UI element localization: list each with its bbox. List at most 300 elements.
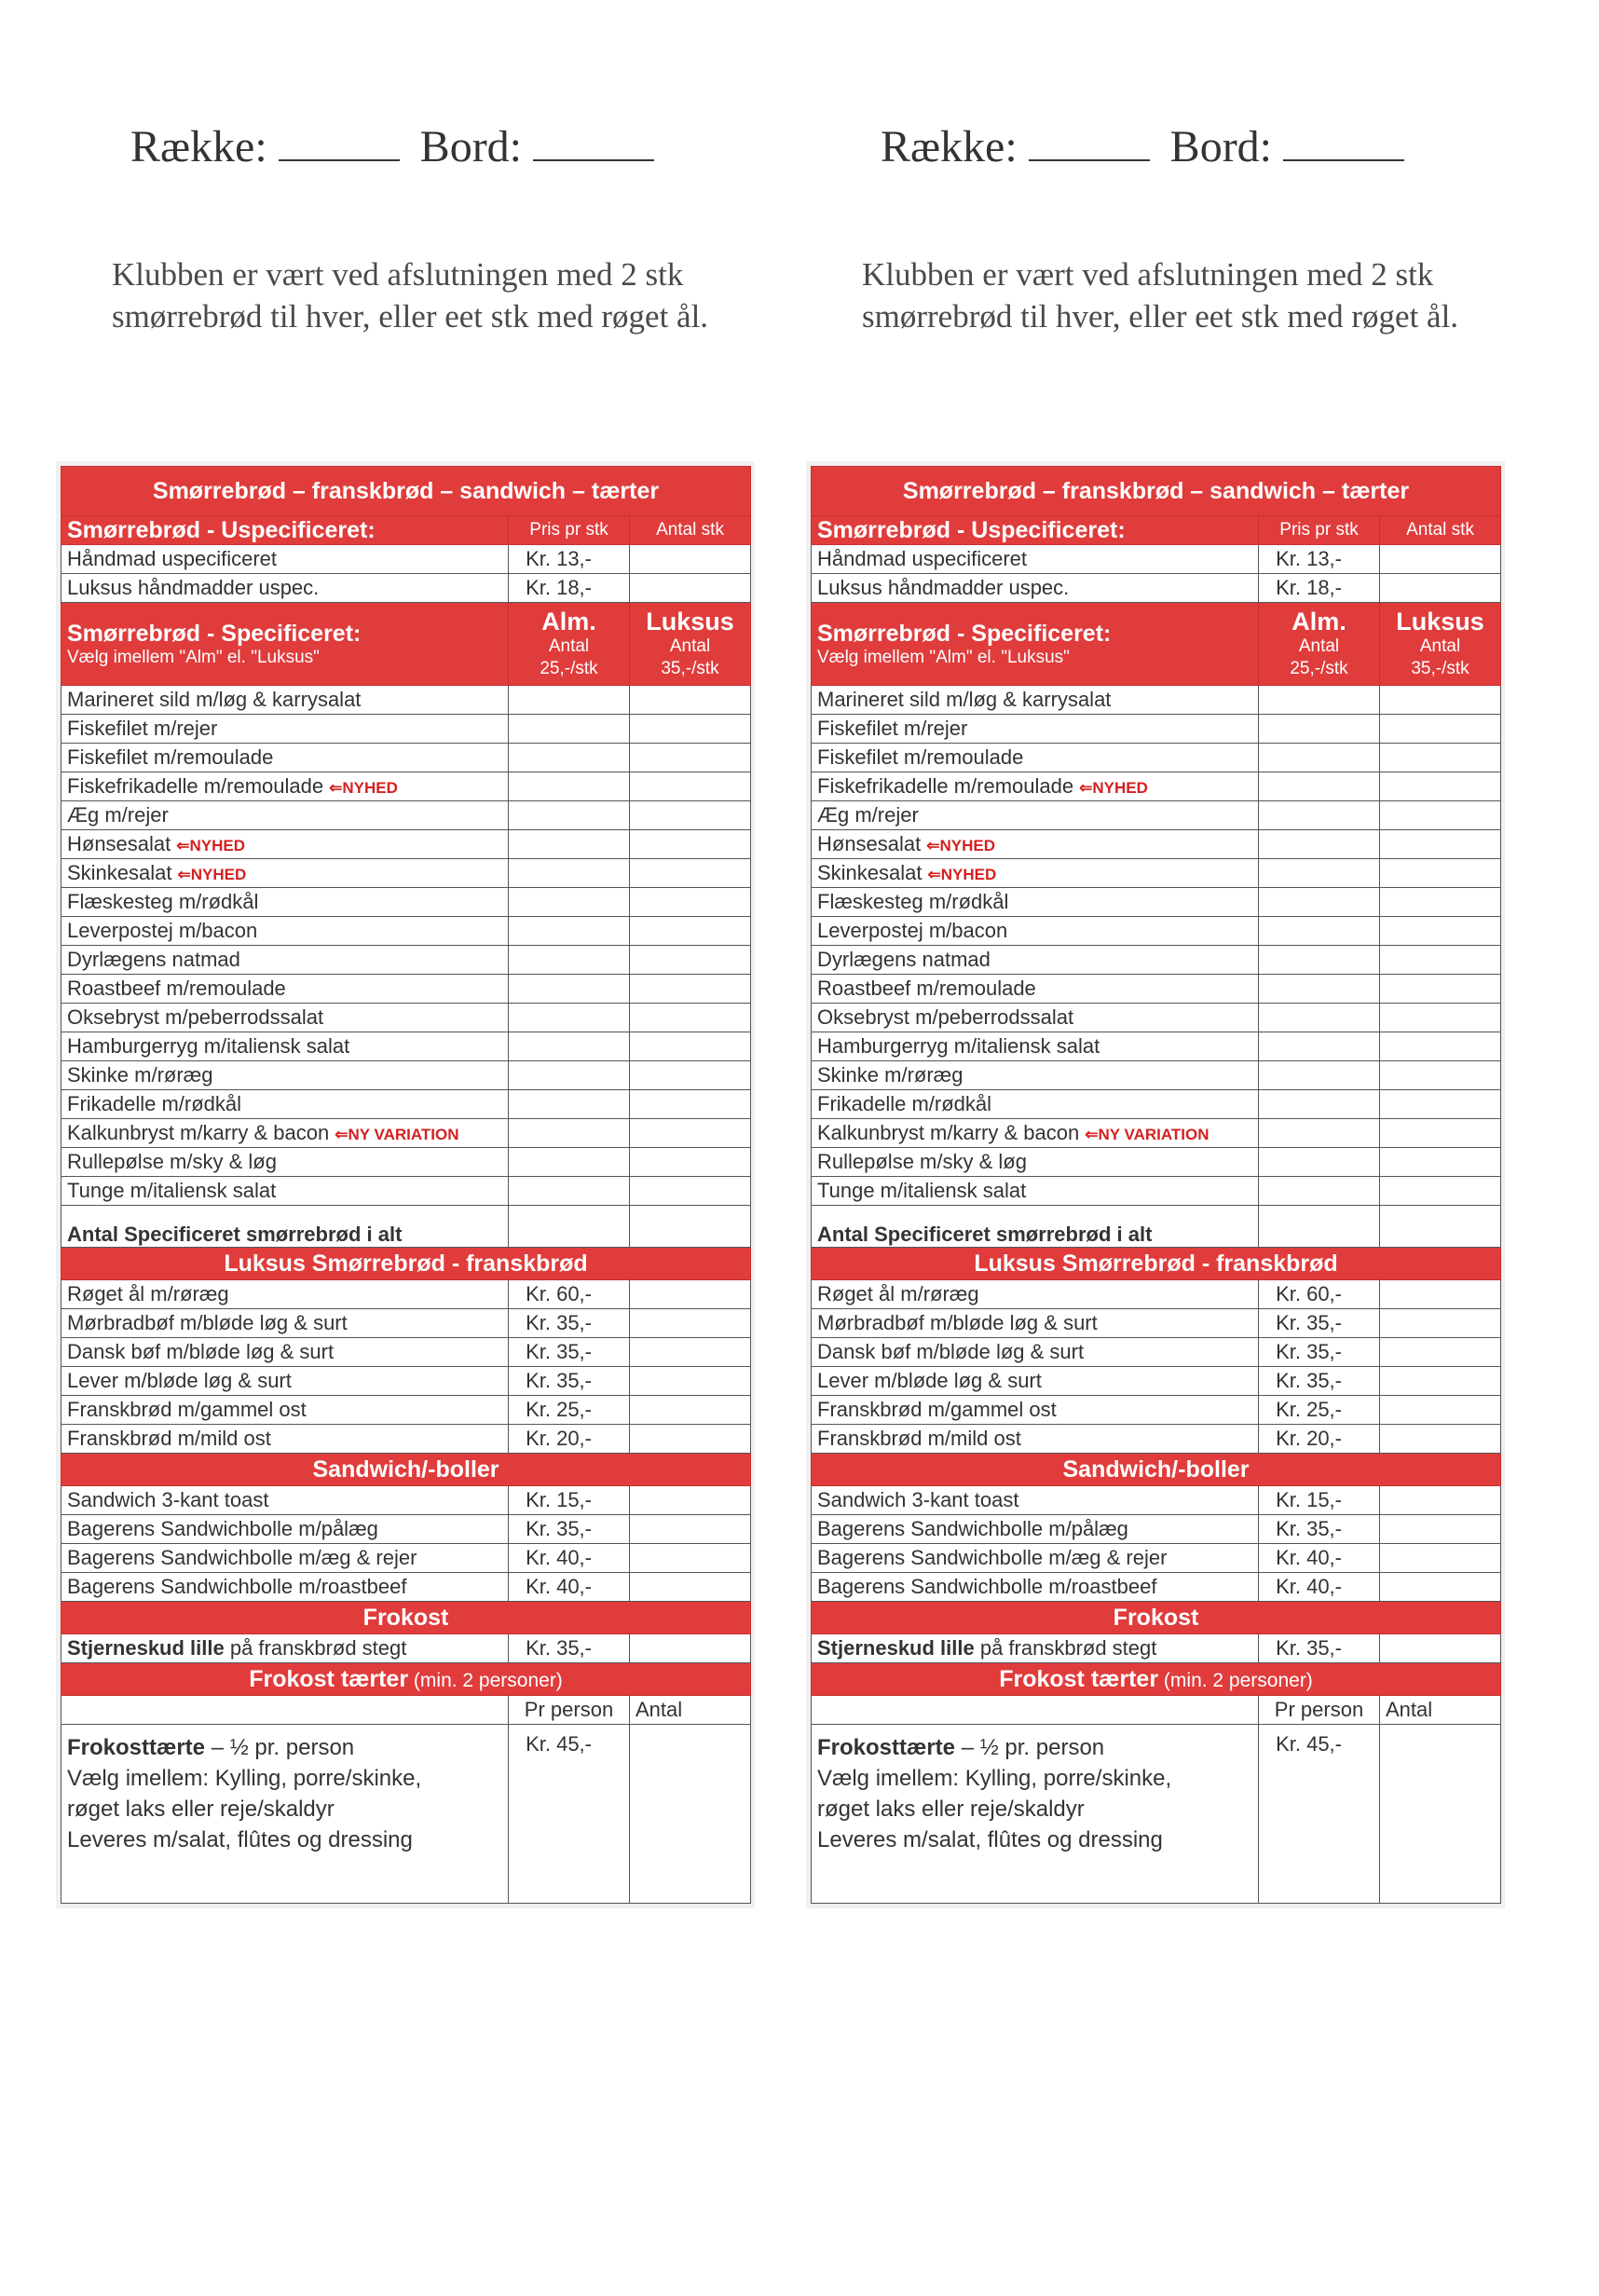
item-label: Oksebryst m/peberrodssalat	[817, 1005, 1074, 1029]
qty-input[interactable]	[630, 1725, 751, 1904]
qty-input[interactable]	[630, 1515, 751, 1544]
arrow-left-icon: ⇐	[177, 866, 191, 883]
col-qty-header: Antal stk	[630, 516, 751, 545]
alm-qty-input[interactable]	[1259, 1061, 1380, 1090]
table-blank-field[interactable]	[533, 131, 654, 161]
alm-qty-input[interactable]	[1259, 744, 1380, 772]
alm-qty-input[interactable]	[509, 1119, 630, 1148]
luksus-qty-input[interactable]	[630, 1004, 751, 1032]
total-row	[62, 1206, 751, 1248]
alm-qty-input[interactable]	[1259, 975, 1380, 1004]
item-label: Fiskefrikadelle m/remoulade	[67, 774, 324, 798]
item-name	[62, 772, 509, 801]
luksus-qty-input[interactable]	[630, 830, 751, 859]
table-row	[62, 830, 751, 859]
item-label: Rullepølse m/sky & løg	[67, 1150, 277, 1173]
alm-qty-input[interactable]	[509, 1061, 630, 1090]
item-name	[812, 744, 1259, 772]
luksus-qty-input[interactable]	[630, 975, 751, 1004]
table-blank-field[interactable]	[1283, 131, 1404, 161]
row-label: Række:	[130, 122, 267, 171]
taerter-blank	[812, 1696, 1259, 1725]
luksus-qty-input[interactable]	[630, 917, 751, 946]
item-label: Skinkesalat	[817, 861, 922, 884]
item-name	[62, 1177, 509, 1206]
alm-qty-input[interactable]	[1259, 1004, 1380, 1032]
item-label: Hamburgerryg m/italiensk salat	[67, 1034, 350, 1058]
alm-qty-input[interactable]	[509, 975, 630, 1004]
uspec-title: Smørrebrød - Uspecificeret:	[62, 516, 509, 545]
alm-qty-input[interactable]	[1259, 772, 1380, 801]
taerter-section-bar	[812, 1663, 1501, 1696]
item-label: Fiskefilet m/rejer	[817, 717, 968, 740]
luksus-qty-input[interactable]	[630, 1032, 751, 1061]
item-name	[812, 859, 1259, 888]
item-price: Kr. 20,-	[1259, 1425, 1380, 1454]
alm-qty-input[interactable]	[509, 830, 630, 859]
spec-total-label: Antal Specificeret smørrebrød i alt	[62, 1206, 509, 1248]
luksus-qty-input[interactable]	[1380, 772, 1501, 801]
luksus-qty-input[interactable]	[1380, 830, 1501, 859]
alm-qty-input[interactable]	[509, 686, 630, 715]
taerter-blank	[62, 1696, 509, 1725]
qty-input[interactable]	[1380, 574, 1501, 603]
table-row	[62, 1148, 751, 1177]
luksus-qty-input[interactable]	[630, 1061, 751, 1090]
row-label: Række:	[881, 122, 1018, 171]
menu-card	[56, 461, 755, 1908]
item-name: Franskbrød m/mild ost	[812, 1425, 1259, 1454]
item-name: Franskbrød m/gammel ost	[62, 1396, 509, 1425]
luksus-section-bar-title: Luksus Smørrebrød - franskbrød	[62, 1248, 751, 1280]
luksus-qty-input[interactable]	[1380, 801, 1501, 830]
table-row	[812, 1309, 1501, 1338]
qty-input[interactable]	[630, 1634, 751, 1663]
qty-input[interactable]	[1380, 1573, 1501, 1602]
alm-qty-input[interactable]	[1259, 917, 1380, 946]
item-name: Sandwich 3-kant toast	[62, 1486, 509, 1515]
item-name	[62, 859, 509, 888]
alm-qty-input[interactable]	[509, 859, 630, 888]
alm-qty-input[interactable]	[509, 946, 630, 975]
alm-qty-input[interactable]	[509, 744, 630, 772]
table-row	[812, 1061, 1501, 1090]
luksus-section-bar-title: Luksus Smørrebrød - franskbrød	[812, 1248, 1501, 1280]
luksus-qty-input[interactable]	[630, 859, 751, 888]
col-qty-header: Antal stk	[1380, 516, 1501, 545]
qty-input[interactable]	[1380, 1280, 1501, 1309]
item-name	[62, 1148, 509, 1177]
spec-total-input[interactable]	[1259, 1206, 1380, 1248]
taerter-section-bar-title: Frokost tærter (min. 2 personer)	[62, 1663, 751, 1696]
table-row	[62, 1515, 751, 1544]
table-row	[62, 801, 751, 830]
uspec-header-row	[62, 516, 751, 545]
menu-table	[811, 466, 1501, 1904]
item-name	[62, 975, 509, 1004]
item-label: Oksebryst m/peberrodssalat	[67, 1005, 324, 1029]
taerter-header-row	[812, 1696, 1501, 1725]
item-price: Kr. 35,-	[1259, 1338, 1380, 1367]
item-label: Dyrlægens natmad	[67, 948, 240, 971]
total-row	[812, 1206, 1501, 1248]
luksus-section-bar	[62, 1248, 751, 1280]
table-row	[812, 574, 1501, 603]
qty-input[interactable]	[1380, 1634, 1501, 1663]
table-row	[812, 1177, 1501, 1206]
new-badge: ⇐NYHED	[1079, 779, 1148, 797]
item-name: Bagerens Sandwichbolle m/æg & rejer	[62, 1544, 509, 1573]
menu-title: Smørrebrød – franskbrød – sandwich – tærter	[812, 467, 1501, 516]
arrow-left-icon: ⇐	[176, 837, 190, 854]
item-label: Dyrlægens natmad	[817, 948, 991, 971]
table-row	[62, 1634, 751, 1663]
item-label: Leverpostej m/bacon	[67, 919, 258, 942]
spec-header-row	[62, 603, 751, 686]
alm-qty-input[interactable]	[1259, 715, 1380, 744]
luksus-qty-input[interactable]	[630, 1148, 751, 1177]
table-row	[62, 1032, 751, 1061]
alm-qty-input[interactable]	[509, 1090, 630, 1119]
col-price-header: Pr person	[1259, 1696, 1380, 1725]
luksus-header: Luksus Antal 35,-/stk	[1380, 603, 1501, 686]
table-row	[62, 1396, 751, 1425]
item-price: Kr. 25,-	[1259, 1396, 1380, 1425]
table-row	[62, 1725, 751, 1904]
row-table-line	[881, 121, 1414, 172]
frokost-section-bar	[62, 1602, 751, 1634]
alm-qty-input[interactable]	[1259, 686, 1380, 715]
table-row	[812, 801, 1501, 830]
qty-input[interactable]	[1380, 1486, 1501, 1515]
arrow-left-icon: ⇐	[927, 866, 941, 883]
table-row	[812, 1338, 1501, 1367]
spec-total-input[interactable]	[509, 1206, 630, 1248]
row-blank-field[interactable]	[279, 131, 400, 161]
table-row	[812, 917, 1501, 946]
table-row	[62, 1309, 751, 1338]
item-name: Håndmad uspecificeret	[62, 545, 509, 574]
luksus-qty-input[interactable]	[630, 1090, 751, 1119]
table-row	[62, 1338, 751, 1367]
item-name	[62, 801, 509, 830]
qty-input[interactable]	[630, 1309, 751, 1338]
table-row	[62, 1573, 751, 1602]
item-price: Kr. 40,-	[509, 1573, 630, 1602]
spec-total-empty	[630, 1206, 751, 1248]
table-row	[812, 1396, 1501, 1425]
item-price: Kr. 40,-	[1259, 1573, 1380, 1602]
alm-qty-input[interactable]	[509, 772, 630, 801]
spec-title: Smørrebrød - Specificeret: Vælg imellem "Alm" el. "Luksus"	[812, 603, 1259, 686]
col-price-header: Pr person	[509, 1696, 630, 1725]
alm-qty-input[interactable]	[509, 888, 630, 917]
item-name: Bagerens Sandwichbolle m/pålæg	[62, 1515, 509, 1544]
item-name: Røget ål m/røræg	[62, 1280, 509, 1309]
row-table-line	[130, 121, 663, 172]
luksus-qty-input[interactable]	[1380, 946, 1501, 975]
table-row	[812, 1634, 1501, 1663]
item-price: Kr. 35,-	[1259, 1515, 1380, 1544]
intro-text: Klubben er vært ved afslutningen med 2 stk smørrebrød til hver, eller eet stk med røget ål.	[112, 256, 709, 335]
luksus-qty-input[interactable]	[630, 801, 751, 830]
item-name	[62, 715, 509, 744]
alm-qty-input[interactable]	[509, 1148, 630, 1177]
menu-title-row	[62, 467, 751, 516]
table-label: Bord:	[1169, 122, 1273, 171]
alm-qty-input[interactable]	[1259, 1148, 1380, 1177]
alm-qty-input[interactable]	[1259, 801, 1380, 830]
luksus-qty-input[interactable]	[630, 1119, 751, 1148]
luksus-qty-input[interactable]	[1380, 686, 1501, 715]
item-price: Kr. 35,-	[1259, 1367, 1380, 1396]
luksus-qty-input[interactable]	[1380, 1148, 1501, 1177]
alm-qty-input[interactable]	[1259, 859, 1380, 888]
item-name	[62, 946, 509, 975]
item-price: Kr. 60,-	[509, 1280, 630, 1309]
item-name: Mørbradbøf m/bløde løg & surt	[62, 1309, 509, 1338]
luksus-qty-input[interactable]	[630, 715, 751, 744]
spec-title: Smørrebrød - Specificeret: Vælg imellem "Alm" el. "Luksus"	[62, 603, 509, 686]
table-row	[812, 859, 1501, 888]
qty-input[interactable]	[630, 1396, 751, 1425]
item-name: Sandwich 3-kant toast	[812, 1486, 1259, 1515]
alm-qty-input[interactable]	[1259, 830, 1380, 859]
item-name	[812, 830, 1259, 859]
item-price: Kr. 35,-	[1259, 1634, 1380, 1663]
item-name	[812, 772, 1259, 801]
table-row	[812, 715, 1501, 744]
item-price: Kr. 25,-	[509, 1396, 630, 1425]
item-label: Marineret sild m/løg & karrysalat	[67, 688, 362, 711]
luksus-qty-input[interactable]	[1380, 888, 1501, 917]
item-name: Lever m/bløde løg & surt	[812, 1367, 1259, 1396]
item-price: Kr. 15,-	[509, 1486, 630, 1515]
luksus-qty-input[interactable]	[1380, 1177, 1501, 1206]
item-name	[812, 917, 1259, 946]
item-label: Kalkunbryst m/karry & bacon	[817, 1121, 1080, 1144]
table-row	[812, 1725, 1501, 1904]
qty-input[interactable]	[630, 1367, 751, 1396]
qty-input[interactable]	[1380, 1309, 1501, 1338]
qty-input[interactable]	[1380, 1515, 1501, 1544]
item-name	[812, 946, 1259, 975]
luksus-section-bar	[812, 1248, 1501, 1280]
qty-input[interactable]	[1380, 1425, 1501, 1454]
item-label: Hamburgerryg m/italiensk salat	[817, 1034, 1100, 1058]
arrow-left-icon: ⇐	[1085, 1126, 1099, 1143]
item-label: Æg m/rejer	[817, 803, 919, 827]
new-badge: ⇐NYHED	[177, 866, 247, 883]
qty-input[interactable]	[630, 1338, 751, 1367]
alm-qty-input[interactable]	[1259, 888, 1380, 917]
uspec-header-row	[812, 516, 1501, 545]
item-label: Tunge m/italiensk salat	[67, 1179, 277, 1202]
item-name	[812, 1119, 1259, 1148]
luksus-qty-input[interactable]	[630, 772, 751, 801]
table-row	[812, 1515, 1501, 1544]
item-name: Røget ål m/røræg	[812, 1280, 1259, 1309]
table-row	[62, 1061, 751, 1090]
frokost-section-bar-title: Frokost	[62, 1602, 751, 1634]
alm-qty-input[interactable]	[509, 1032, 630, 1061]
table-row	[812, 545, 1501, 574]
item-price: Kr. 35,-	[1259, 1309, 1380, 1338]
sandwich-section-bar-title: Sandwich/-boller	[62, 1454, 751, 1486]
item-name	[812, 888, 1259, 917]
menu-table	[61, 466, 751, 1904]
item-name: Håndmad uspecificeret	[812, 545, 1259, 574]
table-row	[812, 975, 1501, 1004]
table-row	[62, 1486, 751, 1515]
item-name	[812, 1148, 1259, 1177]
item-name	[812, 801, 1259, 830]
item-price: Kr. 18,-	[509, 574, 630, 603]
qty-input[interactable]	[630, 1486, 751, 1515]
table-row	[812, 1486, 1501, 1515]
item-price: Kr. 45,-	[509, 1725, 630, 1904]
luksus-qty-input[interactable]	[630, 888, 751, 917]
luksus-qty-input[interactable]	[630, 946, 751, 975]
alm-qty-input[interactable]	[1259, 1090, 1380, 1119]
col-qty-header: Antal	[1380, 1696, 1501, 1725]
alm-qty-input[interactable]	[509, 801, 630, 830]
intro-text: Klubben er vært ved afslutningen med 2 stk smørrebrød til hver, eller eet stk med røget ål.	[862, 256, 1459, 335]
table-row	[62, 1119, 751, 1148]
table-row	[812, 1032, 1501, 1061]
qty-input[interactable]	[630, 574, 751, 603]
alm-qty-input[interactable]	[1259, 1032, 1380, 1061]
taerter-section-bar	[62, 1663, 751, 1696]
luksus-qty-input[interactable]	[1380, 715, 1501, 744]
taerte-description: Frokosttærte – ½ pr. person Vælg imellem: Kylling, porre/skinke, røget laks eller reje/skaldyr Leveres m/salat, flûtes og dressing	[62, 1725, 509, 1904]
item-name	[812, 1090, 1259, 1119]
item-name: Luksus håndmadder uspec.	[812, 574, 1259, 603]
luksus-qty-input[interactable]	[1380, 1119, 1501, 1148]
qty-input[interactable]	[630, 545, 751, 574]
luksus-qty-input[interactable]	[630, 686, 751, 715]
alm-qty-input[interactable]	[1259, 946, 1380, 975]
luksus-qty-input[interactable]	[1380, 1032, 1501, 1061]
table-label: Bord:	[419, 122, 523, 171]
table-row	[812, 1367, 1501, 1396]
qty-input[interactable]	[1380, 1367, 1501, 1396]
sandwich-section-bar	[812, 1454, 1501, 1486]
qty-input[interactable]	[1380, 1396, 1501, 1425]
luksus-qty-input[interactable]	[630, 1177, 751, 1206]
table-row	[812, 830, 1501, 859]
item-name	[62, 917, 509, 946]
item-price: Kr. 13,-	[509, 545, 630, 574]
item-label: Kalkunbryst m/karry & bacon	[67, 1121, 330, 1144]
qty-input[interactable]	[1380, 1725, 1501, 1904]
table-row	[62, 1367, 751, 1396]
item-label: Flæskesteg m/rødkål	[817, 890, 1009, 913]
table-row	[62, 1004, 751, 1032]
item-label: Skinke m/røræg	[817, 1063, 964, 1086]
qty-input[interactable]	[630, 1573, 751, 1602]
item-label: Fiskefilet m/remoulade	[817, 745, 1024, 769]
item-price: Kr. 18,-	[1259, 574, 1380, 603]
item-price: Kr. 60,-	[1259, 1280, 1380, 1309]
qty-input[interactable]	[1380, 1338, 1501, 1367]
luksus-header: Luksus Antal 35,-/stk	[630, 603, 751, 686]
table-row	[812, 1004, 1501, 1032]
item-price: Kr. 40,-	[509, 1544, 630, 1573]
alm-qty-input[interactable]	[1259, 1177, 1380, 1206]
alm-qty-input[interactable]	[509, 1004, 630, 1032]
luksus-qty-input[interactable]	[1380, 975, 1501, 1004]
sandwich-section-bar	[62, 1454, 751, 1486]
table-row	[62, 715, 751, 744]
new-badge: ⇐NY VARIATION	[1085, 1126, 1210, 1143]
table-row	[62, 888, 751, 917]
item-label: Tunge m/italiensk salat	[817, 1179, 1027, 1202]
item-name: Mørbradbøf m/bløde løg & surt	[812, 1309, 1259, 1338]
luksus-qty-input[interactable]	[1380, 1004, 1501, 1032]
luksus-qty-input[interactable]	[1380, 1061, 1501, 1090]
luksus-qty-input[interactable]	[1380, 1090, 1501, 1119]
item-name	[812, 1004, 1259, 1032]
qty-input[interactable]	[630, 1280, 751, 1309]
qty-input[interactable]	[630, 1425, 751, 1454]
item-label: Hønsesalat	[67, 832, 171, 855]
table-row	[812, 1573, 1501, 1602]
luksus-qty-input[interactable]	[630, 744, 751, 772]
item-name: Bagerens Sandwichbolle m/roastbeef	[62, 1573, 509, 1602]
spec-total-empty	[1380, 1206, 1501, 1248]
frokost-section-bar	[812, 1602, 1501, 1634]
item-name: Bagerens Sandwichbolle m/roastbeef	[812, 1573, 1259, 1602]
item-name: Dansk bøf m/bløde løg & surt	[62, 1338, 509, 1367]
table-row	[812, 946, 1501, 975]
new-badge: ⇐NYHED	[329, 779, 398, 797]
sandwich-section-bar-title: Sandwich/-boller	[812, 1454, 1501, 1486]
table-row	[62, 1177, 751, 1206]
row-blank-field[interactable]	[1029, 131, 1150, 161]
table-row	[812, 1280, 1501, 1309]
item-name	[812, 1061, 1259, 1090]
item-name: Bagerens Sandwichbolle m/æg & rejer	[812, 1544, 1259, 1573]
table-row	[62, 946, 751, 975]
qty-input[interactable]	[630, 1544, 751, 1573]
table-row	[812, 1425, 1501, 1454]
alm-qty-input[interactable]	[509, 715, 630, 744]
alm-qty-input[interactable]	[509, 1177, 630, 1206]
arrow-left-icon: ⇐	[329, 779, 343, 797]
alm-qty-input[interactable]	[509, 917, 630, 946]
item-price: Kr. 40,-	[1259, 1544, 1380, 1573]
item-label: Rullepølse m/sky & løg	[817, 1150, 1027, 1173]
luksus-qty-input[interactable]	[1380, 917, 1501, 946]
frokost-section-bar-title: Frokost	[812, 1602, 1501, 1634]
qty-input[interactable]	[1380, 545, 1501, 574]
table-row	[62, 686, 751, 715]
item-name	[812, 715, 1259, 744]
luksus-qty-input[interactable]	[1380, 744, 1501, 772]
item-name	[62, 830, 509, 859]
table-row	[62, 574, 751, 603]
item-name: Franskbrød m/mild ost	[62, 1425, 509, 1454]
item-name	[62, 744, 509, 772]
item-price: Kr. 35,-	[509, 1634, 630, 1663]
qty-input[interactable]	[1380, 1544, 1501, 1573]
item-name: Bagerens Sandwichbolle m/pålæg	[812, 1515, 1259, 1544]
alm-qty-input[interactable]	[1259, 1119, 1380, 1148]
item-price: Kr. 20,-	[509, 1425, 630, 1454]
luksus-qty-input[interactable]	[1380, 859, 1501, 888]
item-price: Kr. 35,-	[509, 1309, 630, 1338]
